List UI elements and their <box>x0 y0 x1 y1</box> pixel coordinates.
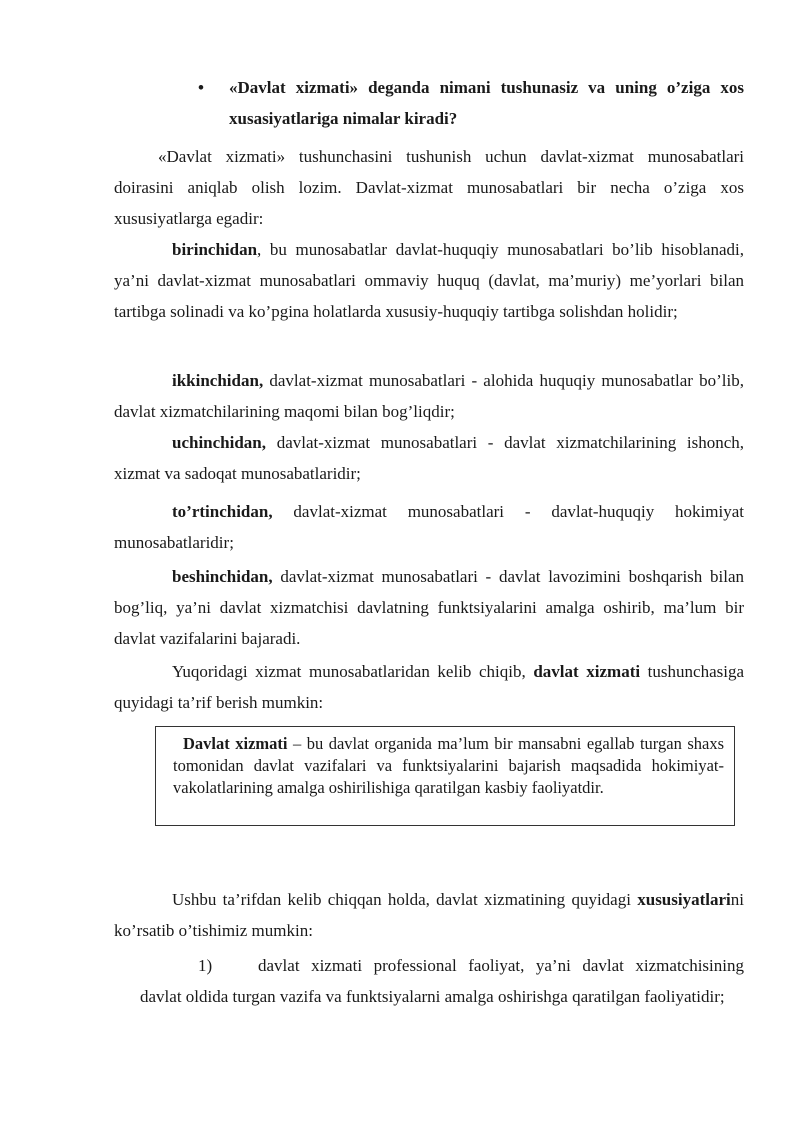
question-heading <box>198 72 744 134</box>
feature-label: ikkinchidan, <box>172 371 264 390</box>
after-def-bold-term: xususiyatlari <box>637 890 731 909</box>
list-text: davlat xizmati professional faoliyat, ya’ni davlat xizmatchisining davlat oldida turgan vazifa va funktsiyalarni amalga oshirishga qaratilgan faoliyatidir; <box>140 956 744 1006</box>
definition-text: – bu davlat organida ma’lum bir mansabni egallab turgan shaxs tomonidan davlat vazifalari va funktsiyalarini bajarish maqsadida hokimiyat-vakolatlarining amalga oshirilishiga qaratilgan kasbiy faoliyatdir. <box>173 734 724 797</box>
lead-bold-term: davlat xizmati <box>533 662 641 681</box>
feature-paragraph-1: birinchidan, bu munosabatlar davlat-huquqiy munosabatlari bo’lib hisoblanadi, ya’ni davlat-xizmat munosabatlari ommaviy huquq (davlat, ma’muriy) me’yorlari bilan tartibga solinadi va ko’pgina holatlarda xususiy-huquqiy tartibga solishdan holidir; <box>114 240 744 321</box>
definition-term: Davlat xizmati <box>183 734 288 753</box>
feature-paragraph-4 <box>114 496 744 558</box>
after-definition-paragraph: Ushbu ta’rifdan kelib chiqqan holda, davlat xizmatining quyidagi xususiyatlarini ko’rsatib o’tishimiz mumkin: <box>114 890 744 940</box>
list-number: 1) <box>198 956 213 975</box>
feature-paragraph-5 <box>114 561 744 654</box>
question-text: «Davlat xizmati» deganda nimani tushunasiz va uning o’ziga xos xusasiyatlariga nimalar kiradi? <box>229 78 744 128</box>
list-item <box>140 950 744 1012</box>
feature-label: beshinchidan, <box>172 567 273 586</box>
definition-box <box>155 726 735 826</box>
bullet-icon: • <box>198 78 204 97</box>
feature-text: davlat-xizmat munosabatlari - davlat lavozimini boshqarish bilan bog’liq, ya’ni davlat xizmatchisi davlatning funktsiyalarini amalga oshirib, ma’lum bir davlat vazifalarini bajaradi. <box>114 567 744 648</box>
feature-text: davlat-xizmat munosabatlari - davlat-huquqiy hokimiyat munosabatlaridir; <box>114 502 744 552</box>
feature-label: uchinchidan, <box>172 433 267 452</box>
feature-paragraph-3 <box>114 427 744 489</box>
feature-paragraph-2 <box>114 365 744 427</box>
feature-text: davlat-xizmat munosabatlari - alohida huquqiy munosabatlar bo’lib, davlat xizmatchilarining maqomi bilan bog’liqdir; <box>114 371 744 421</box>
feature-text: bu munosabatlar davlat-huquqiy munosabatlari bo’lib hisoblanadi, ya’ni davlat-xizmat munosabatlari ommaviy huquq (davlat, ma’muriy) me’yorlari bilan tartibga solinadi va ko’pgina holatlarda xususiy-huquqiy tartibga solishdan holidir; <box>114 240 744 321</box>
feature-label: birinchidan <box>172 240 258 259</box>
feature-text: davlat-xizmat munosabatlari - davlat xizmatchilarining ishonch, xizmat va sadoqat munosabatlaridir; <box>114 433 744 483</box>
intro-paragraph: «Davlat xizmati» tushunchasini tushunish uchun davlat-xizmat munosabatlari doirasini aniqlab olish lozim. Davlat-xizmat munosabatlari bir necha o’ziga xos xususiyatlarga egadir: <box>114 147 744 228</box>
lead-paragraph: Yuqoridagi xizmat munosabatlaridan kelib chiqib, davlat xizmati tushunchasiga quyidagi ta’rif berish mumkin: <box>114 662 744 712</box>
feature-label: to’rtinchidan, <box>172 502 273 521</box>
